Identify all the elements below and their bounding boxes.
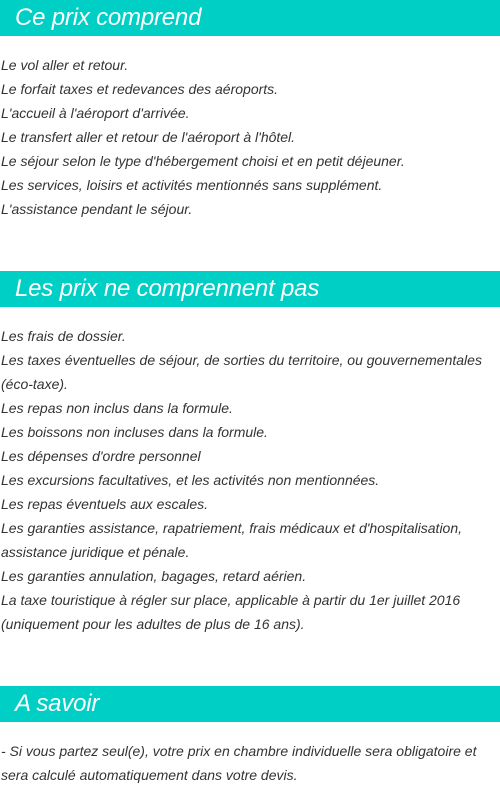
- section-header-know: [0, 686, 500, 722]
- section-header-excludes: [0, 271, 500, 307]
- list-item: L'accueil à l'aéroport d'arrivée.: [1, 105, 190, 121]
- list-includes: [0, 53, 500, 221]
- section-title: Les prix ne comprennent pas: [15, 275, 320, 302]
- section-header-includes: [0, 0, 500, 36]
- section-price-includes: [0, 0, 500, 221]
- list-item: Les repas éventuels aux escales.: [1, 496, 209, 512]
- list-excludes: [0, 324, 500, 636]
- list-item: Les services, loisirs et activités mentionnés sans supplément.: [1, 177, 383, 193]
- list-item: Les dépenses d'ordre personnel: [1, 448, 201, 464]
- section-title: Ce prix comprend: [15, 4, 202, 31]
- section-good-to-know: [0, 686, 500, 787]
- list-item: Les repas non inclus dans la formule.: [1, 400, 233, 416]
- list-item: - Si vous partez seul(e), votre prix en chambre individuelle sera obligatoire et sera calculé automatiquement dans votre devis.: [1, 743, 477, 783]
- list-item: Les garanties assistance, rapatriement, frais médicaux et d'hospitalisation, assistance juridique et pénale.: [1, 520, 463, 560]
- list-item: Les boissons non incluses dans la formule.: [1, 424, 268, 440]
- list-item: Le vol aller et retour.: [1, 57, 129, 73]
- list-item: La taxe touristique à régler sur place, applicable à partir du 1er juillet 2016 (uniquement pour les adultes de plus de 16 ans).: [1, 592, 461, 632]
- list-item: L'assistance pendant le séjour.: [1, 201, 193, 217]
- list-item: Les frais de dossier.: [1, 328, 126, 344]
- list-item: Le transfert aller et retour de l'aéroport à l'hôtel.: [1, 129, 296, 145]
- list-item: Les excursions facultatives, et les activités non mentionnées.: [1, 472, 380, 488]
- list-item: Les garanties annulation, bagages, retard aérien.: [1, 568, 307, 584]
- section-price-excludes: [0, 271, 500, 636]
- section-title: A savoir: [15, 690, 100, 717]
- list-item: Les taxes éventuelles de séjour, de sorties du territoire, ou gouvernementales (éco-taxe).: [1, 352, 482, 392]
- list-item: Le séjour selon le type d'hébergement choisi et en petit déjeuner.: [1, 153, 405, 169]
- list-item: Le forfait taxes et redevances des aéroports.: [1, 81, 279, 97]
- list-know: [0, 739, 500, 787]
